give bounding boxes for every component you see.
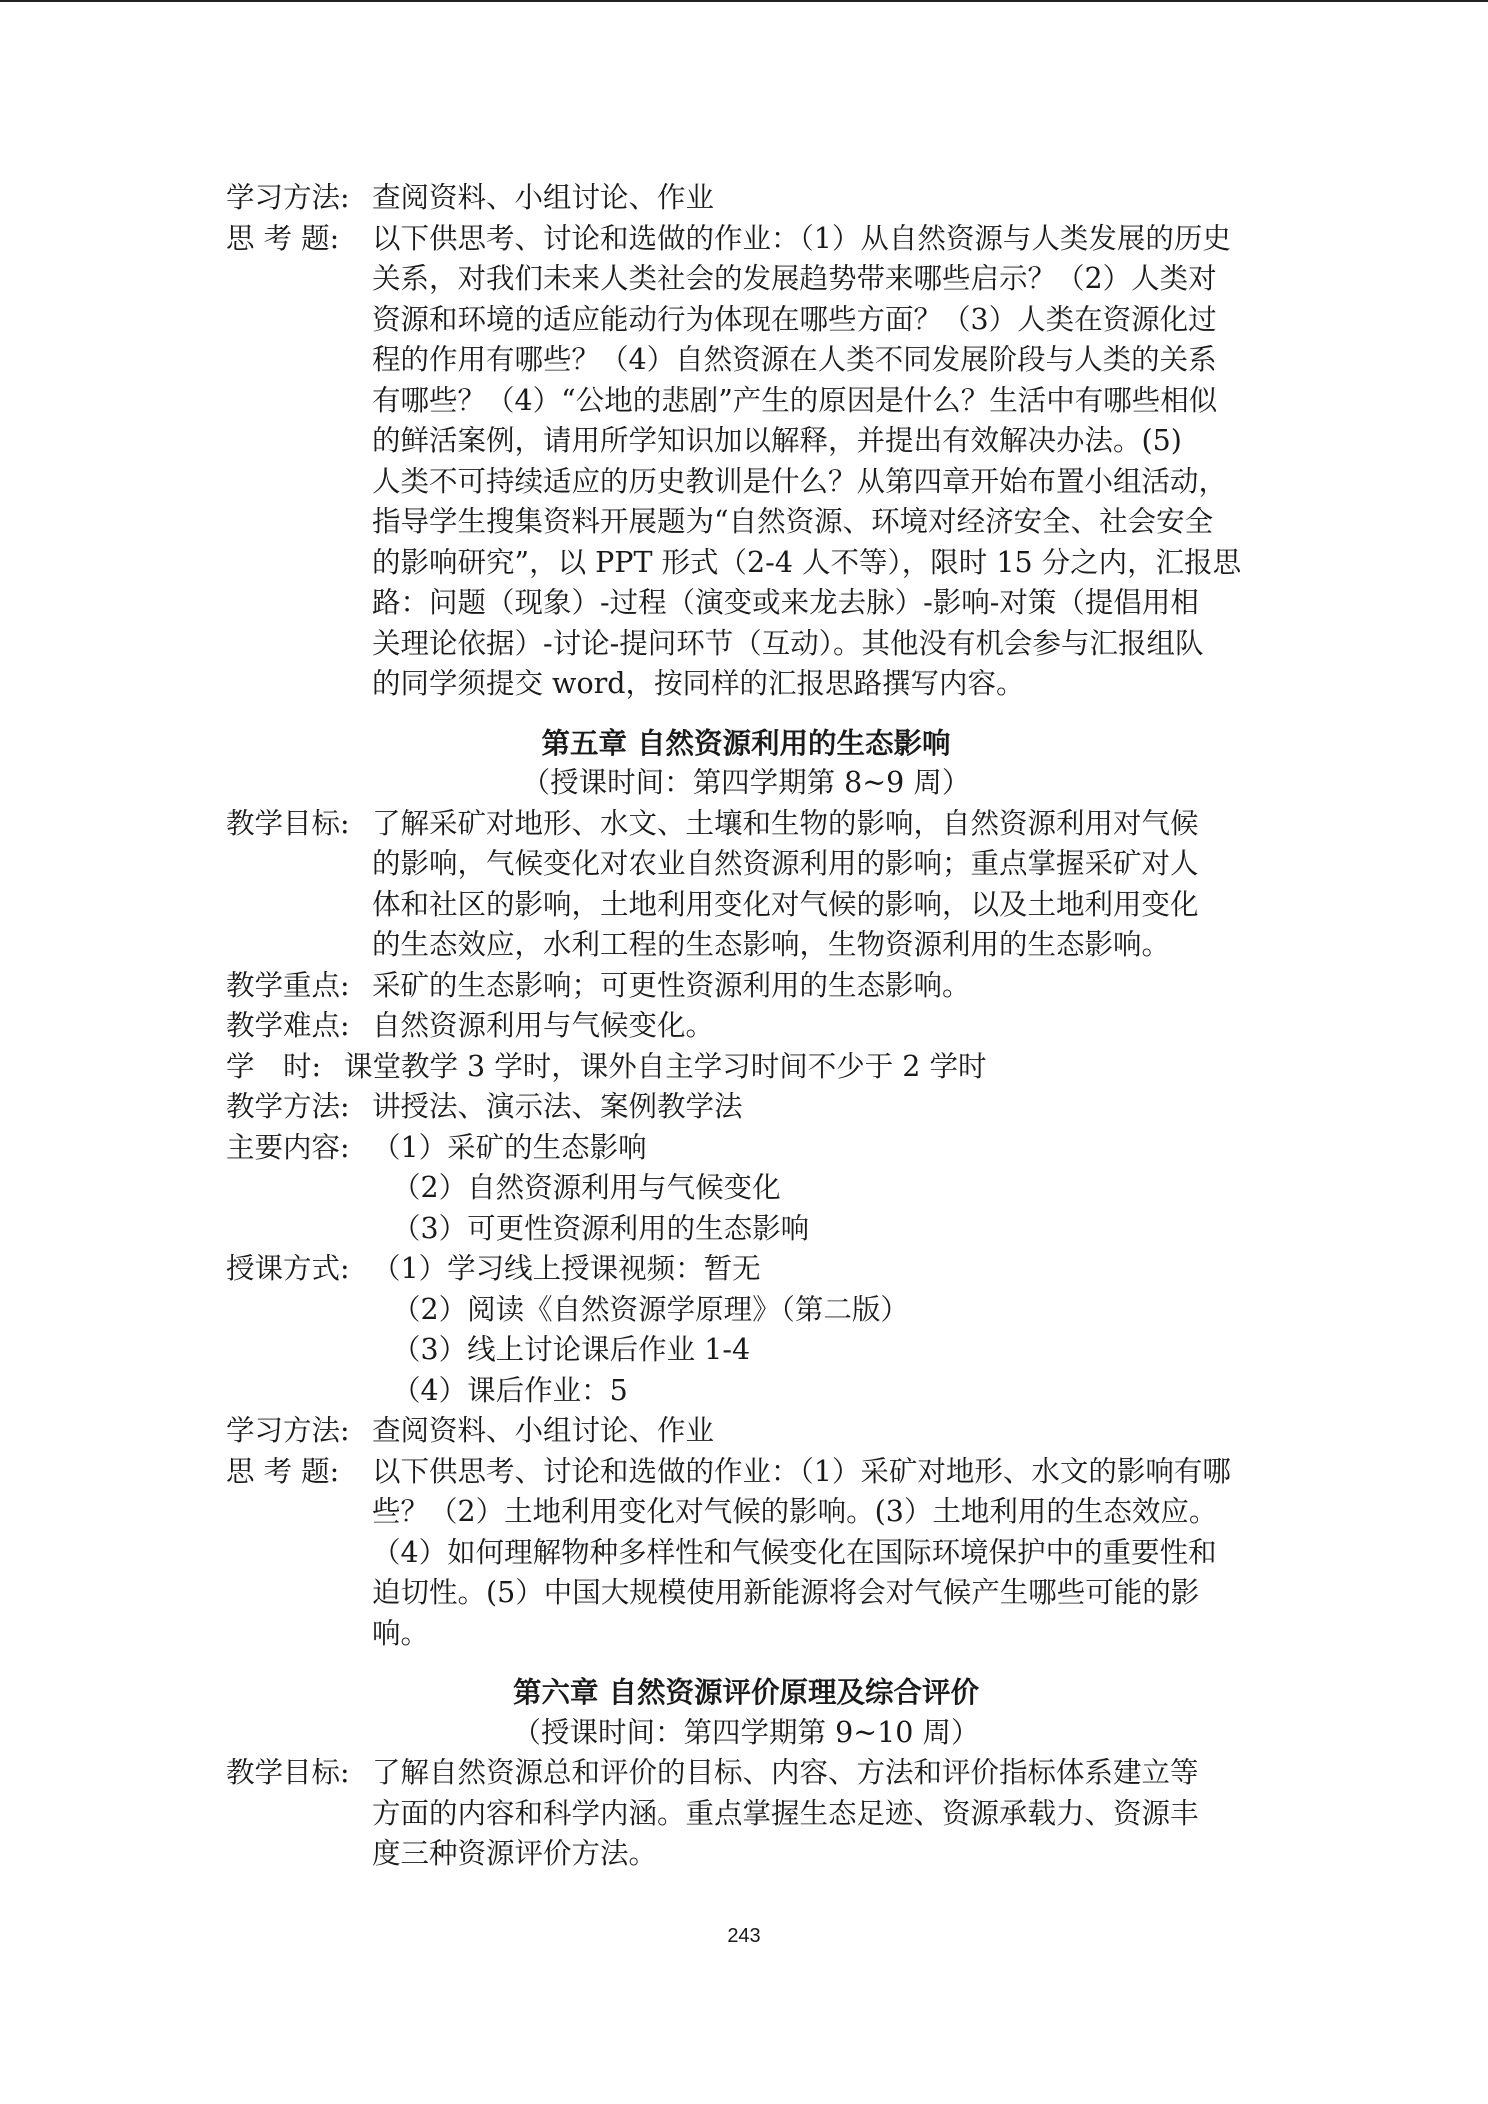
- text-line: 以下供思考、讨论和选做的作业：（1）采矿对地形、水文的影响有哪: [372, 1454, 1231, 1488]
- ch5-delivery-item: （4）课后作业：5: [392, 1373, 628, 1407]
- page-top-border: [0, 0, 1488, 2]
- text-line: 关理论依据）-讨论-提问环节（互动）。其他没有机会参与汇报组队: [372, 626, 1204, 660]
- text-line: 的生态效应，水利工程的生态影响，生物资源利用的生态影响。: [372, 928, 1171, 961]
- text-line: 方面的内容和科学内涵。重点掌握生态足迹、资源承载力、资源丰: [372, 1796, 1199, 1830]
- text-line: 度三种资源评价方法。: [372, 1837, 658, 1870]
- ch5-difficulty-row: [226, 1006, 1266, 1047]
- page-number: 243: [727, 1925, 761, 1947]
- ch5-study-text: 查阅资料、小组讨论、作业: [372, 1414, 715, 1447]
- text-line: 资源和环境的适应能动行为体现在哪些方面？（3）人类在资源化过: [372, 302, 1217, 336]
- ch6-goal-row: [226, 1753, 1266, 1875]
- questions-row: [226, 219, 1266, 705]
- questions-label: 思 考 题:: [226, 221, 340, 255]
- ch6-goal-label: 教学目标:: [226, 1756, 350, 1789]
- text-line: 指导学生搜集资料开展题为“自然资源、环境对经济安全、社会安全: [372, 505, 1214, 538]
- ch5-questions-label: 思 考 题:: [226, 1454, 340, 1488]
- text-line: 的鲜活案例，请用所学知识加以解释，并提出有效解决办法。(5): [372, 424, 1182, 457]
- ch5-delivery-item: （2）阅读《自然资源学原理》（第二版）: [392, 1292, 909, 1326]
- text-line: 有哪些？（4）“公地的悲剧”产生的原因是什么？生活中有哪些相似: [372, 383, 1218, 417]
- ch5-questions-row: [226, 1452, 1266, 1655]
- questions-text: [372, 219, 1266, 705]
- ch5-study-row: [226, 1411, 1266, 1452]
- ch5-goal-text: [372, 804, 1266, 966]
- ch5-teaching-method-label: 教学方法:: [226, 1090, 350, 1123]
- ch5-key-label: 教学重点:: [226, 968, 350, 1002]
- text-line: 响。: [372, 1616, 430, 1650]
- text-line: 以下供思考、讨论和选做的作业：（1）从自然资源与人类发展的历史: [372, 221, 1231, 255]
- text-line: 的影响，气候变化对农业自然资源利用的影响；重点掌握采矿对人: [372, 847, 1199, 880]
- text-line: 些？（2）土地利用变化对气候的影响。(3）土地利用的生态效应。: [372, 1495, 1218, 1528]
- ch6-goal-text: [372, 1753, 1266, 1875]
- ch5-delivery-label: 授课方式:: [226, 1252, 350, 1285]
- study-method-label: 学习方法:: [226, 181, 350, 214]
- chapter5-title: 第五章 自然资源利用的生态影响: [541, 725, 951, 760]
- ch5-goal-label: 教学目标:: [226, 806, 350, 840]
- text-line: 的影响研究”，以 PPT 形式（2-4 人不等），限时 15 分之内，汇报思: [372, 545, 1242, 579]
- text-line: 体和社区的影响，土地利用变化对气候的影响，以及土地利用变化: [372, 887, 1199, 921]
- ch5-study-label: 学习方法:: [226, 1414, 350, 1447]
- chapter6-title: 第六章 自然资源评价原理及综合评价: [513, 1675, 979, 1709]
- study-method-text: 查阅资料、小组讨论、作业: [372, 181, 715, 214]
- document-body: [226, 178, 1266, 1875]
- ch5-content-item: （3）可更性资源利用的生态影响: [392, 1211, 810, 1245]
- ch5-delivery-row: [226, 1249, 1266, 1290]
- text-line: 迫切性。(5）中国大规模使用新能源将会对气候产生哪些可能的影: [372, 1576, 1200, 1609]
- ch5-teaching-method-row: [226, 1087, 1266, 1128]
- ch5-delivery-item: （3）线上讨论课后作业 1-4: [392, 1333, 751, 1366]
- study-method-row: [226, 178, 1266, 219]
- ch5-difficulty-label: 教学难点:: [226, 1009, 350, 1042]
- ch5-hours-text: 课堂教学 3 学时，课外自主学习时间不少于 2 学时: [344, 1049, 987, 1083]
- ch5-key-row: [226, 966, 1266, 1007]
- chapter5-time: （授课时间：第四学期第 8~9 周）: [521, 766, 971, 799]
- text-line: 了解自然资源总和评价的目标、内容、方法和评价指标体系建立等: [372, 1756, 1199, 1789]
- text-line: 程的作用有哪些？（4）自然资源在人类不同发展阶段与人类的关系: [372, 343, 1217, 376]
- text-line: 人类不可持续适应的历史教训是什么？从第四章开始布置小组活动，: [372, 464, 1228, 498]
- ch5-key-text: 采矿的生态影响；可更性资源利用的生态影响。: [372, 968, 971, 1002]
- ch5-content-row: [226, 1128, 1266, 1169]
- text-line: 路：问题（现象）-过程（演变或来龙去脉）-影响-对策（提倡用相: [372, 586, 1199, 619]
- ch5-content-label: 主要内容:: [226, 1130, 350, 1164]
- text-line: （4）如何理解物种多样性和气候变化在国际环境保护中的重要性和: [372, 1535, 1217, 1569]
- ch5-hours-label: 学 时:: [226, 1049, 322, 1083]
- ch5-content-item: （1）采矿的生态影响: [372, 1130, 647, 1164]
- text-line: 的同学须提交 word，按同样的汇报思路撰写内容。: [372, 667, 1025, 700]
- chapter6-time: （授课时间：第四学期第 9~10 周）: [512, 1715, 980, 1749]
- text-line: 关系，对我们未来人类社会的发展趋势带来哪些启示？（2）人类对: [372, 262, 1217, 295]
- ch5-difficulty-text: 自然资源利用与气候变化。: [372, 1009, 715, 1042]
- ch5-hours-row: [226, 1047, 1266, 1088]
- text-line: 了解采矿对地形、水文、土壤和生物的影响，自然资源利用对气候: [372, 806, 1199, 840]
- ch5-goal-row: [226, 804, 1266, 966]
- ch5-content-item: （2）自然资源利用与气候变化: [392, 1171, 781, 1204]
- ch5-teaching-method-text: 讲授法、演示法、案例教学法: [372, 1090, 743, 1123]
- ch5-questions-text: [372, 1452, 1266, 1655]
- ch5-delivery-item: （1）学习线上授课视频：暂无: [372, 1252, 761, 1285]
